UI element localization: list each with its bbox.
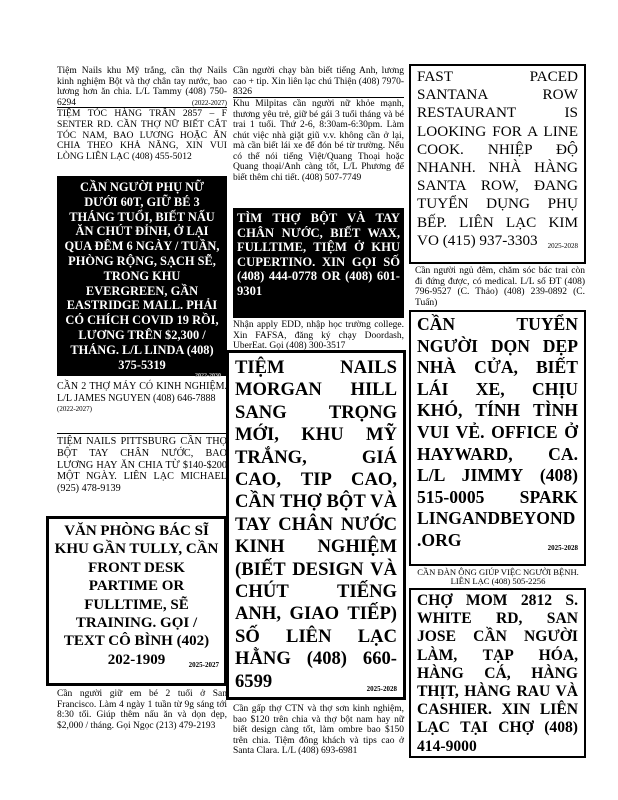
ad-text: VĂN PHÒNG BÁC SĨ KHU GẦN TULLY, CẦN FRONT DESK PARTIME OR FULLTIME, SẼ TRAINING. GỌI / TEXT CÔ BÌNH (402) 202-1909 <box>54 523 219 668</box>
ad-text: CẦN TUYỂN NGƯỜI DỌN DẸP NHÀ CỬA, BIẾT LÁI XE, CHỊU KHÓ, TÍNH TÌNH VUI VẺ. OFFICE Ở HAYWARD, CA. L/L JIMMY (408) 515-0005 SPARK LINGANDBEYOND .ORG <box>417 314 578 550</box>
ad-mom-market <box>409 588 586 758</box>
ad-nanny-milpitas <box>233 99 404 205</box>
ad-code: 2022-2030 <box>195 373 221 380</box>
ad-code: 2025-2027 <box>188 661 219 670</box>
ad-text: TIỆM NAILS MORGAN HILL SANG TRỌNG MỚI, KHU MỸ TRẮNG, GIÁ CAO, TIP CAO, CẦN THỢ BỘT VÀ TAY CHÂN NƯỚC KINH NGHIỆM (BIẾT DESIGN VÀ CHÚT TIẾNG ANH, GIAO TIẾP) SỐ LIÊN LẠC HẰNG (408) 660-6599 <box>235 357 397 692</box>
ad-text: Nhận apply EDD, nhập học trường college. Xin FAFSA, đăng ký chạy Doordash, UberEat. Gọi (408) 300-3517 <box>233 320 404 351</box>
ad-mechanic-james <box>57 381 227 429</box>
ad-waiter-thien <box>233 66 404 98</box>
ad-edd-services <box>233 320 404 352</box>
ad-text: TIỆM TÓC HÀNG TRÂN 2857 – F SENTER RD. CẦN THỢ NỮ BIẾT CẮT TÓC NAM, BAO LƯƠNG HOẶC ĂN CHIA THEO KHẢ NĂNG, XIN VUI LÒNG LIÊN LẠC (408) 455-5012 <box>57 108 227 163</box>
ad-ctn-santa-clara <box>233 704 404 760</box>
ad-nails-pittsburg <box>57 433 227 513</box>
ad-nanny-linda <box>57 176 227 380</box>
ad-nails-morgan-hill <box>226 350 406 700</box>
ad-text: Cần người ngủ đêm, chăm sóc bác trai còn đi đứng được, có medical. L/L số ĐT (408) 796-9527 (C. Thảo) (408) 239-0892 (C. Tuấn) <box>415 266 585 308</box>
ad-text: Khu Milpitas cần người nữ khỏe mạnh, thương yêu trẻ, giữ bé gái 3 tuổi tháng và bé trai 1 tuổi. Thứ 2-6, 8:30am-6:30pm. Làm chút việc nhà giặt giũ v.v. không cần ở lại, mà cần biết lái xe để đón bé từ trường. Nếu có thể nói tiếng Việt/Quang Thoại hoặc Quang thoại/Anh càng tốt, L/L Phương để biết thêm chi tiết. (408) 507-7749 <box>233 99 404 183</box>
ad-text: TÌM THỢ BỘT VÀ TAY CHÂN NƯỚC, BIẾT WAX, FULLTIME, TIỆM Ở KHU CUPERTINO. XIN GỌI SỐ (408) 444-0778 OR (408) 601-9301 <box>237 211 400 298</box>
ad-text: Cần người chạy bàn biết tiếng Anh, lương cao + tip. Xin liên lạc chú Thiện (408) 7970-8326 <box>233 66 404 97</box>
ad-text: CẦN ĐÀN ÔNG GIÚP VIỆC NGƯỜI BỆNH. LIÊN LẠC (408) 505-2256 <box>417 567 579 587</box>
ad-nails-cupertino <box>233 208 404 318</box>
ad-night-caregiver <box>415 266 585 308</box>
ad-code: 2025-2028 <box>366 685 397 694</box>
ad-text: FAST PACED SANTANA ROW RESTAURANT IS LOOKING FOR A LINE COOK. NHIỆP ĐỘ NHANH. NHÀ HÀNG SANTA ROW, ĐANG TUYỂN DỤNG PHỤ BẾP. LIÊN LẠC KIM VO (415) 937-3303 <box>417 68 578 249</box>
ad-santana-row-cook <box>409 64 586 264</box>
ad-text: Cần người giữ em bé 2 tuổi ở San Francisco. Làm 4 ngày 1 tuần từ 9g sáng tới 8:30 tối. Giúp thêm nấu ăn và dọn dẹp, $2,000 / tháng. Gọi Ngọc (213) 479-2193 <box>57 689 227 731</box>
ad-hair-salon <box>57 109 227 174</box>
ad-code: 2025-2028 <box>547 242 578 251</box>
ad-code: (2022-2027) <box>57 405 92 413</box>
ad-nails-tammy <box>57 66 227 108</box>
ad-text: CHỢ MOM 2812 S. WHITE RD, SAN JOSE CẦN NGƯỜI LÀM, TẠP HÓA, HÀNG CÁ, HÀNG THỊT, HÀNG RAU VÀ CASHIER. XIN LIÊN LẠC TẠI CHỢ (408) 414-9000 <box>417 592 578 755</box>
ad-text: Tiệm Nails khu Mỹ trắng, cần thợ Nails kinh nghiệm Bột và thợ chân tay nước, bao lương hơn ăn chia. L/L Tammy (408) 750-6294 <box>57 66 227 108</box>
ad-code: (2022-2027) <box>192 99 227 107</box>
ad-code: 2025-2028 <box>547 543 578 552</box>
ad-text: Cần gấp thợ CTN và thợ sơn kinh nghiệm, bao $120 trên chia và thợ bột nam hay nữ biết design càng tốt, làm ombre bao $150 trên chia. Tiệm đông khách và tips cao ở Santa Clara. L/L (408) 693-6981 <box>233 704 404 756</box>
ad-text: CẦN 2 THỢ MÁY CÓ KINH NGHIỆM. L/L JAMES NGUYEN (408) 646-7888 <box>57 381 227 404</box>
ad-text: TIỆM NAILS PITTSBURG CẦN THỢ BỘT TAY CHÂN NƯỚC, BAO LƯƠNG HAY ĂN CHIA TỪ $140-$200 MỘT NGÀY. LIÊN LẠC MICHAEL (925) 478-9139 <box>57 436 227 495</box>
ad-doctor-office <box>46 516 227 686</box>
ad-caregiver-male <box>412 568 584 586</box>
ad-text: CẦN NGƯỜI PHỤ NỮ DƯỚI 60T, GIỮ BÉ 3 THÁNG TUỔI, BIẾT NẤU ĂN CHÚT ĐỈNH, Ở LẠI QUA ĐÊM 6 NGÀY / TUẦN, PHÒNG RỘNG, SẠCH SẼ, TRONG KHU EVERGREEN, GẦN EASTRIDGE MALL. PHẢI CÓ CHÍCH COVID 19 RỒI, LƯƠNG TRÊN $2,300 / THÁNG. L/L LINDA (408) 375-5319 <box>64 180 220 372</box>
ad-babysitter-ngoc <box>57 689 227 745</box>
ad-house-cleaner-hayward <box>409 310 586 566</box>
